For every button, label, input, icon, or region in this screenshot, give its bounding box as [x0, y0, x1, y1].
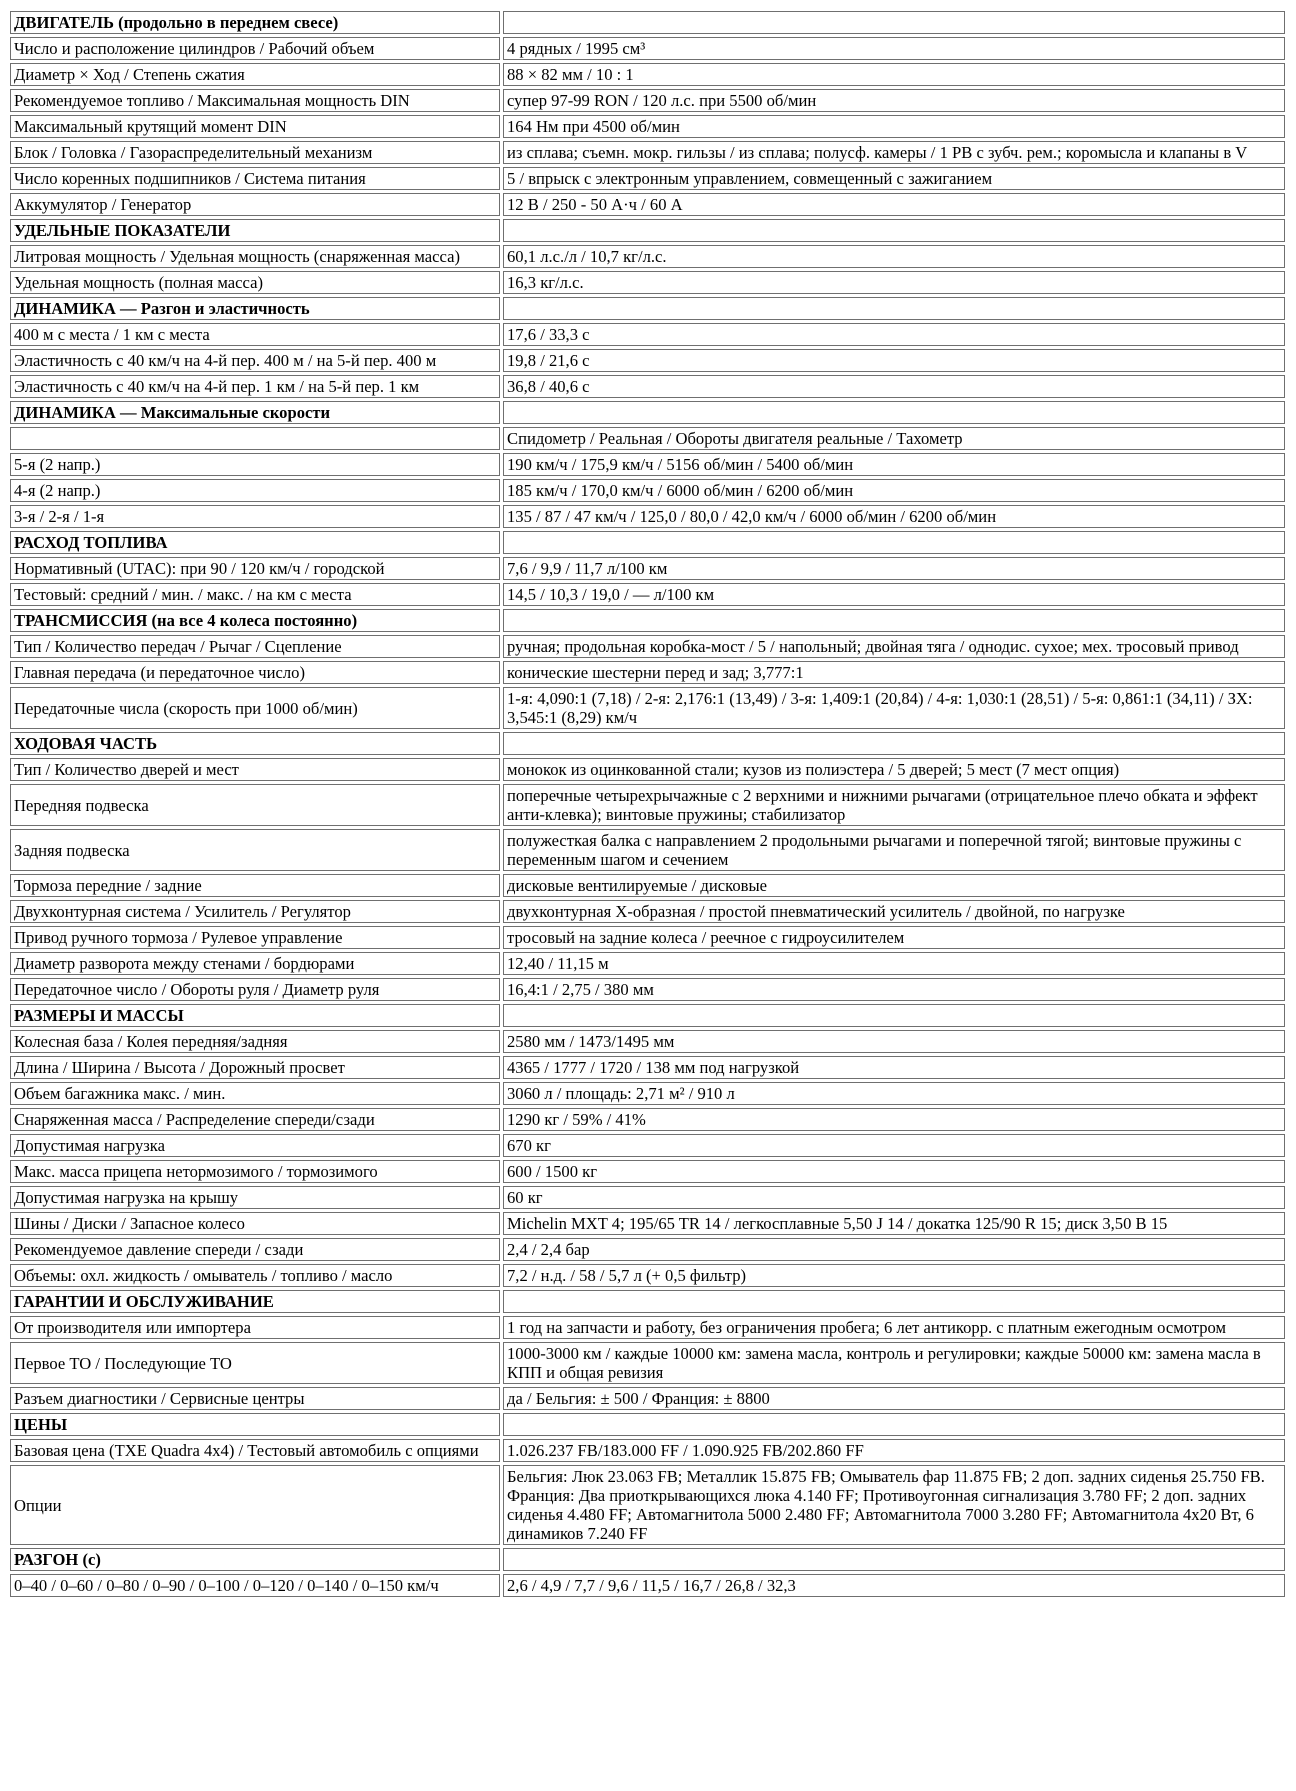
spec-value: супер 97-99 RON / 120 л.с. при 5500 об/мин [503, 89, 1285, 112]
spec-value: тросовый на задние колеса / реечное с гидроусилителем [503, 926, 1285, 949]
spec-value: 2580 мм / 1473/1495 мм [503, 1030, 1285, 1053]
table-row [10, 952, 1285, 975]
spec-value: 600 / 1500 кг [503, 1160, 1285, 1183]
spec-label: Максимальный крутящий момент DIN [10, 115, 500, 138]
table-row [10, 557, 1285, 580]
spec-table-body [10, 11, 1285, 1597]
spec-label: Объем багажника макс. / мин. [10, 1082, 500, 1105]
spec-value: 16,4:1 / 2,75 / 380 мм [503, 978, 1285, 1001]
spec-value: 3060 л / площадь: 2,71 м² / 910 л [503, 1082, 1285, 1105]
section-title: ЦЕНЫ [10, 1413, 500, 1436]
table-row [10, 245, 1285, 268]
section-header-row [10, 1413, 1285, 1436]
spec-label: Привод ручного тормоза / Рулевое управление [10, 926, 500, 949]
table-row [10, 1108, 1285, 1131]
spec-label: Опции [10, 1465, 500, 1545]
spec-label: 3-я / 2-я / 1-я [10, 505, 500, 528]
spec-value: 60,1 л.с./л / 10,7 кг/л.с. [503, 245, 1285, 268]
table-row [10, 1056, 1285, 1079]
spec-value [503, 1004, 1285, 1027]
spec-label: Тестовый: средний / мин. / макс. / на км с места [10, 583, 500, 606]
section-header-row [10, 11, 1285, 34]
spec-label: Диаметр × Ход / Степень сжатия [10, 63, 500, 86]
spec-label: Тип / Количество передач / Рычаг / Сцепление [10, 635, 500, 658]
spec-value: 2,4 / 2,4 бар [503, 1238, 1285, 1261]
spec-label: Допустимая нагрузка на крышу [10, 1186, 500, 1209]
spec-value: Спидометр / Реальная / Обороты двигателя реальные / Тахометр [503, 427, 1285, 450]
table-row [10, 1264, 1285, 1287]
spec-value [503, 531, 1285, 554]
spec-value: 16,3 кг/л.с. [503, 271, 1285, 294]
spec-value: 12,40 / 11,15 м [503, 952, 1285, 975]
section-header-row [10, 401, 1285, 424]
section-header-row [10, 1290, 1285, 1313]
spec-label: Рекомендуемое топливо / Максимальная мощность DIN [10, 89, 500, 112]
table-row [10, 926, 1285, 949]
spec-value [503, 609, 1285, 632]
spec-value: 1290 кг / 59% / 41% [503, 1108, 1285, 1131]
spec-value: 17,6 / 33,3 с [503, 323, 1285, 346]
spec-value: 5 / впрыск с электронным управлением, совмещенный с зажиганием [503, 167, 1285, 190]
table-row [10, 89, 1285, 112]
spec-label [10, 427, 500, 450]
spec-label: Число коренных подшипников / Система питания [10, 167, 500, 190]
table-row [10, 1342, 1285, 1384]
spec-label: 4-я (2 напр.) [10, 479, 500, 502]
spec-value: полужесткая балка с направлением 2 продольными рычагами и поперечной тягой; винтовые пружины с переменным шагом и сечением [503, 829, 1285, 871]
spec-value [503, 732, 1285, 755]
section-title: РАЗГОН (с) [10, 1548, 500, 1571]
spec-label: Число и расположение цилиндров / Рабочий объем [10, 37, 500, 60]
section-header-row [10, 732, 1285, 755]
table-row [10, 583, 1285, 606]
spec-value: 1000-3000 км / каждые 10000 км: замена масла, контроль и регулировки; каждые 50000 км: замена масла в КПП и общая ревизия [503, 1342, 1285, 1384]
section-title: ДИНАМИКА — Разгон и эластичность [10, 297, 500, 320]
spec-label: От производителя или импортера [10, 1316, 500, 1339]
table-row [10, 1160, 1285, 1183]
spec-value: 4365 / 1777 / 1720 / 138 мм под нагрузкой [503, 1056, 1285, 1079]
spec-value: 4 рядных / 1995 см³ [503, 37, 1285, 60]
spec-label: Главная передача (и передаточное число) [10, 661, 500, 684]
table-row [10, 1574, 1285, 1597]
table-row [10, 874, 1285, 897]
table-row [10, 1082, 1285, 1105]
spec-value: монокок из оцинкованной стали; кузов из полиэстера / 5 дверей; 5 мест (7 мест опция) [503, 758, 1285, 781]
spec-label: Двухконтурная система / Усилитель / Регулятор [10, 900, 500, 923]
spec-value [503, 297, 1285, 320]
spec-label: Первое ТО / Последующие ТО [10, 1342, 500, 1384]
table-row [10, 1030, 1285, 1053]
spec-value [503, 1548, 1285, 1571]
table-row [10, 37, 1285, 60]
spec-value: конические шестерни перед и зад; 3,777:1 [503, 661, 1285, 684]
spec-label: Диаметр разворота между стенами / бордюрами [10, 952, 500, 975]
spec-value: 12 В / 250 - 50 А·ч / 60 А [503, 193, 1285, 216]
spec-value [503, 401, 1285, 424]
spec-value: двухконтурная Х-образная / простой пневматический усилитель / двойной, по нагрузке [503, 900, 1285, 923]
spec-label: Длина / Ширина / Высота / Дорожный просвет [10, 1056, 500, 1079]
spec-label: 0–40 / 0–60 / 0–80 / 0–90 / 0–100 / 0–120 / 0–140 / 0–150 км/ч [10, 1574, 500, 1597]
spec-label: Снаряженная масса / Распределение спереди/сзади [10, 1108, 500, 1131]
section-header-row [10, 297, 1285, 320]
table-row [10, 479, 1285, 502]
spec-label: Литровая мощность / Удельная мощность (снаряженная масса) [10, 245, 500, 268]
section-title: РАСХОД ТОПЛИВА [10, 531, 500, 554]
spec-label: Рекомендуемое давление спереди / сзади [10, 1238, 500, 1261]
spec-label: Аккумулятор / Генератор [10, 193, 500, 216]
section-title: ХОДОВАЯ ЧАСТЬ [10, 732, 500, 755]
spec-value: 2,6 / 4,9 / 7,7 / 9,6 / 11,5 / 16,7 / 26,8 / 32,3 [503, 1574, 1285, 1597]
table-row [10, 900, 1285, 923]
table-row [10, 661, 1285, 684]
table-row [10, 141, 1285, 164]
spec-value: 185 км/ч / 170,0 км/ч / 6000 об/мин / 6200 об/мин [503, 479, 1285, 502]
spec-label: Тормоза передние / задние [10, 874, 500, 897]
spec-value: 7,6 / 9,9 / 11,7 л/100 км [503, 557, 1285, 580]
table-row [10, 375, 1285, 398]
spec-label: Передаточное число / Обороты руля / Диаметр руля [10, 978, 500, 1001]
section-header-row [10, 219, 1285, 242]
section-title: ДИНАМИКА — Максимальные скорости [10, 401, 500, 424]
table-row [10, 505, 1285, 528]
table-row [10, 978, 1285, 1001]
spec-value [503, 219, 1285, 242]
spec-label: 400 м с места / 1 км с места [10, 323, 500, 346]
spec-value: 1-я: 4,090:1 (7,18) / 2-я: 2,176:1 (13,49) / 3-я: 1,409:1 (20,84) / 4-я: 1,030:1 (28,51) / 5-я: 0,861:1 (34,11) / ЗХ: 3,545:1 (8,29) км/ч [503, 687, 1285, 729]
spec-value: поперечные четырехрычажные с 2 верхними и нижними рычагами (отрицательное плечо обката и эффект анти-клевка); винтовые пружины; стабилизатор [503, 784, 1285, 826]
spec-value: Бельгия: Люк 23.063 FB; Металлик 15.875 FB; Омыватель фар 11.875 FB; 2 доп. задних сиденья 25.750 FB. Франция: Два приоткрывающихся люка 4.140 FF; Противоугонная сигнализация 3.780 FF; 2 доп. задних сиденья 4.480 FF; Автомагнитола 5000 2.480 FF; Автомагнитола 7000 3.280 FF; Автомагнитола 4x20 Вт, 6 динамиков 7.240 FF [503, 1465, 1285, 1545]
spec-label: Передаточные числа (скорость при 1000 об/мин) [10, 687, 500, 729]
spec-value: 1.026.237 FB/183.000 FF / 1.090.925 FB/202.860 FF [503, 1439, 1285, 1462]
table-row [10, 829, 1285, 871]
table-row [10, 1439, 1285, 1462]
spec-value: 1 год на запчасти и работу, без ограничения пробега; 6 лет антикорр. с платным ежегодным осмотром [503, 1316, 1285, 1339]
spec-value [503, 11, 1285, 34]
section-title: ГАРАНТИИ И ОБСЛУЖИВАНИЕ [10, 1290, 500, 1313]
section-header-row [10, 1548, 1285, 1571]
spec-table [7, 8, 1288, 1600]
table-row [10, 1134, 1285, 1157]
spec-label: Передняя подвеска [10, 784, 500, 826]
table-row [10, 784, 1285, 826]
spec-label: 5-я (2 напр.) [10, 453, 500, 476]
spec-value: ручная; продольная коробка-мост / 5 / напольный; двойная тяга / однодис. сухое; мех. тросовый привод [503, 635, 1285, 658]
spec-value: 190 км/ч / 175,9 км/ч / 5156 об/мин / 5400 об/мин [503, 453, 1285, 476]
spec-label: Шины / Диски / Запасное колесо [10, 1212, 500, 1235]
section-title: УДЕЛЬНЫЕ ПОКАЗАТЕЛИ [10, 219, 500, 242]
table-row [10, 167, 1285, 190]
spec-value [503, 1290, 1285, 1313]
spec-label: Задняя подвеска [10, 829, 500, 871]
spec-value: 36,8 / 40,6 с [503, 375, 1285, 398]
table-row [10, 1387, 1285, 1410]
spec-label: Блок / Головка / Газораспределительный механизм [10, 141, 500, 164]
spec-label: Макс. масса прицепа нетормозимого / тормозимого [10, 1160, 500, 1183]
spec-label: Эластичность с 40 км/ч на 4-й пер. 400 м / на 5-й пер. 400 м [10, 349, 500, 372]
table-row [10, 453, 1285, 476]
section-header-row [10, 531, 1285, 554]
table-row [10, 323, 1285, 346]
table-row [10, 758, 1285, 781]
spec-value: 60 кг [503, 1186, 1285, 1209]
spec-value: 164 Нм при 4500 об/мин [503, 115, 1285, 138]
spec-value: Michelin MXT 4; 195/65 TR 14 / легкосплавные 5,50 J 14 / докатка 125/90 R 15; диск 3,50 B 15 [503, 1212, 1285, 1235]
table-row [10, 1465, 1285, 1545]
spec-label: Колесная база / Колея передняя/задняя [10, 1030, 500, 1053]
section-header-row [10, 609, 1285, 632]
spec-label: Удельная мощность (полная масса) [10, 271, 500, 294]
section-title: ДВИГАТЕЛЬ (продольно в переднем свесе) [10, 11, 500, 34]
spec-value [503, 1413, 1285, 1436]
section-header-row [10, 1004, 1285, 1027]
table-row [10, 635, 1285, 658]
section-title: РАЗМЕРЫ И МАССЫ [10, 1004, 500, 1027]
table-row [10, 427, 1285, 450]
section-title: ТРАНСМИССИЯ (на все 4 колеса постоянно) [10, 609, 500, 632]
spec-value: из сплава; съемн. мокр. гильзы / из сплава; полусф. камеры / 1 РВ с зубч. рем.; коромысла и клапаны в V [503, 141, 1285, 164]
spec-value: 14,5 / 10,3 / 19,0 / — л/100 км [503, 583, 1285, 606]
table-row [10, 193, 1285, 216]
spec-value: 19,8 / 21,6 с [503, 349, 1285, 372]
spec-label: Объемы: охл. жидкость / омыватель / топливо / масло [10, 1264, 500, 1287]
spec-value: да / Бельгия: ± 500 / Франция: ± 8800 [503, 1387, 1285, 1410]
spec-value: 7,2 / н.д. / 58 / 5,7 л (+ 0,5 фильтр) [503, 1264, 1285, 1287]
spec-value: 88 × 82 мм / 10 : 1 [503, 63, 1285, 86]
table-row [10, 1316, 1285, 1339]
spec-value: 670 кг [503, 1134, 1285, 1157]
spec-label: Разъем диагностики / Сервисные центры [10, 1387, 500, 1410]
spec-label: Допустимая нагрузка [10, 1134, 500, 1157]
spec-label: Тип / Количество дверей и мест [10, 758, 500, 781]
spec-value: дисковые вентилируемые / дисковые [503, 874, 1285, 897]
table-row [10, 271, 1285, 294]
table-row [10, 1186, 1285, 1209]
table-row [10, 115, 1285, 138]
table-row [10, 349, 1285, 372]
table-row [10, 687, 1285, 729]
table-row [10, 1238, 1285, 1261]
spec-label: Базовая цена (TXE Quadra 4x4) / Тестовый автомобиль с опциями [10, 1439, 500, 1462]
table-row [10, 63, 1285, 86]
spec-value: 135 / 87 / 47 км/ч / 125,0 / 80,0 / 42,0 км/ч / 6000 об/мин / 6200 об/мин [503, 505, 1285, 528]
table-row [10, 1212, 1285, 1235]
spec-label: Нормативный (UTAC): при 90 / 120 км/ч / городской [10, 557, 500, 580]
spec-label: Эластичность с 40 км/ч на 4-й пер. 1 км / на 5-й пер. 1 км [10, 375, 500, 398]
